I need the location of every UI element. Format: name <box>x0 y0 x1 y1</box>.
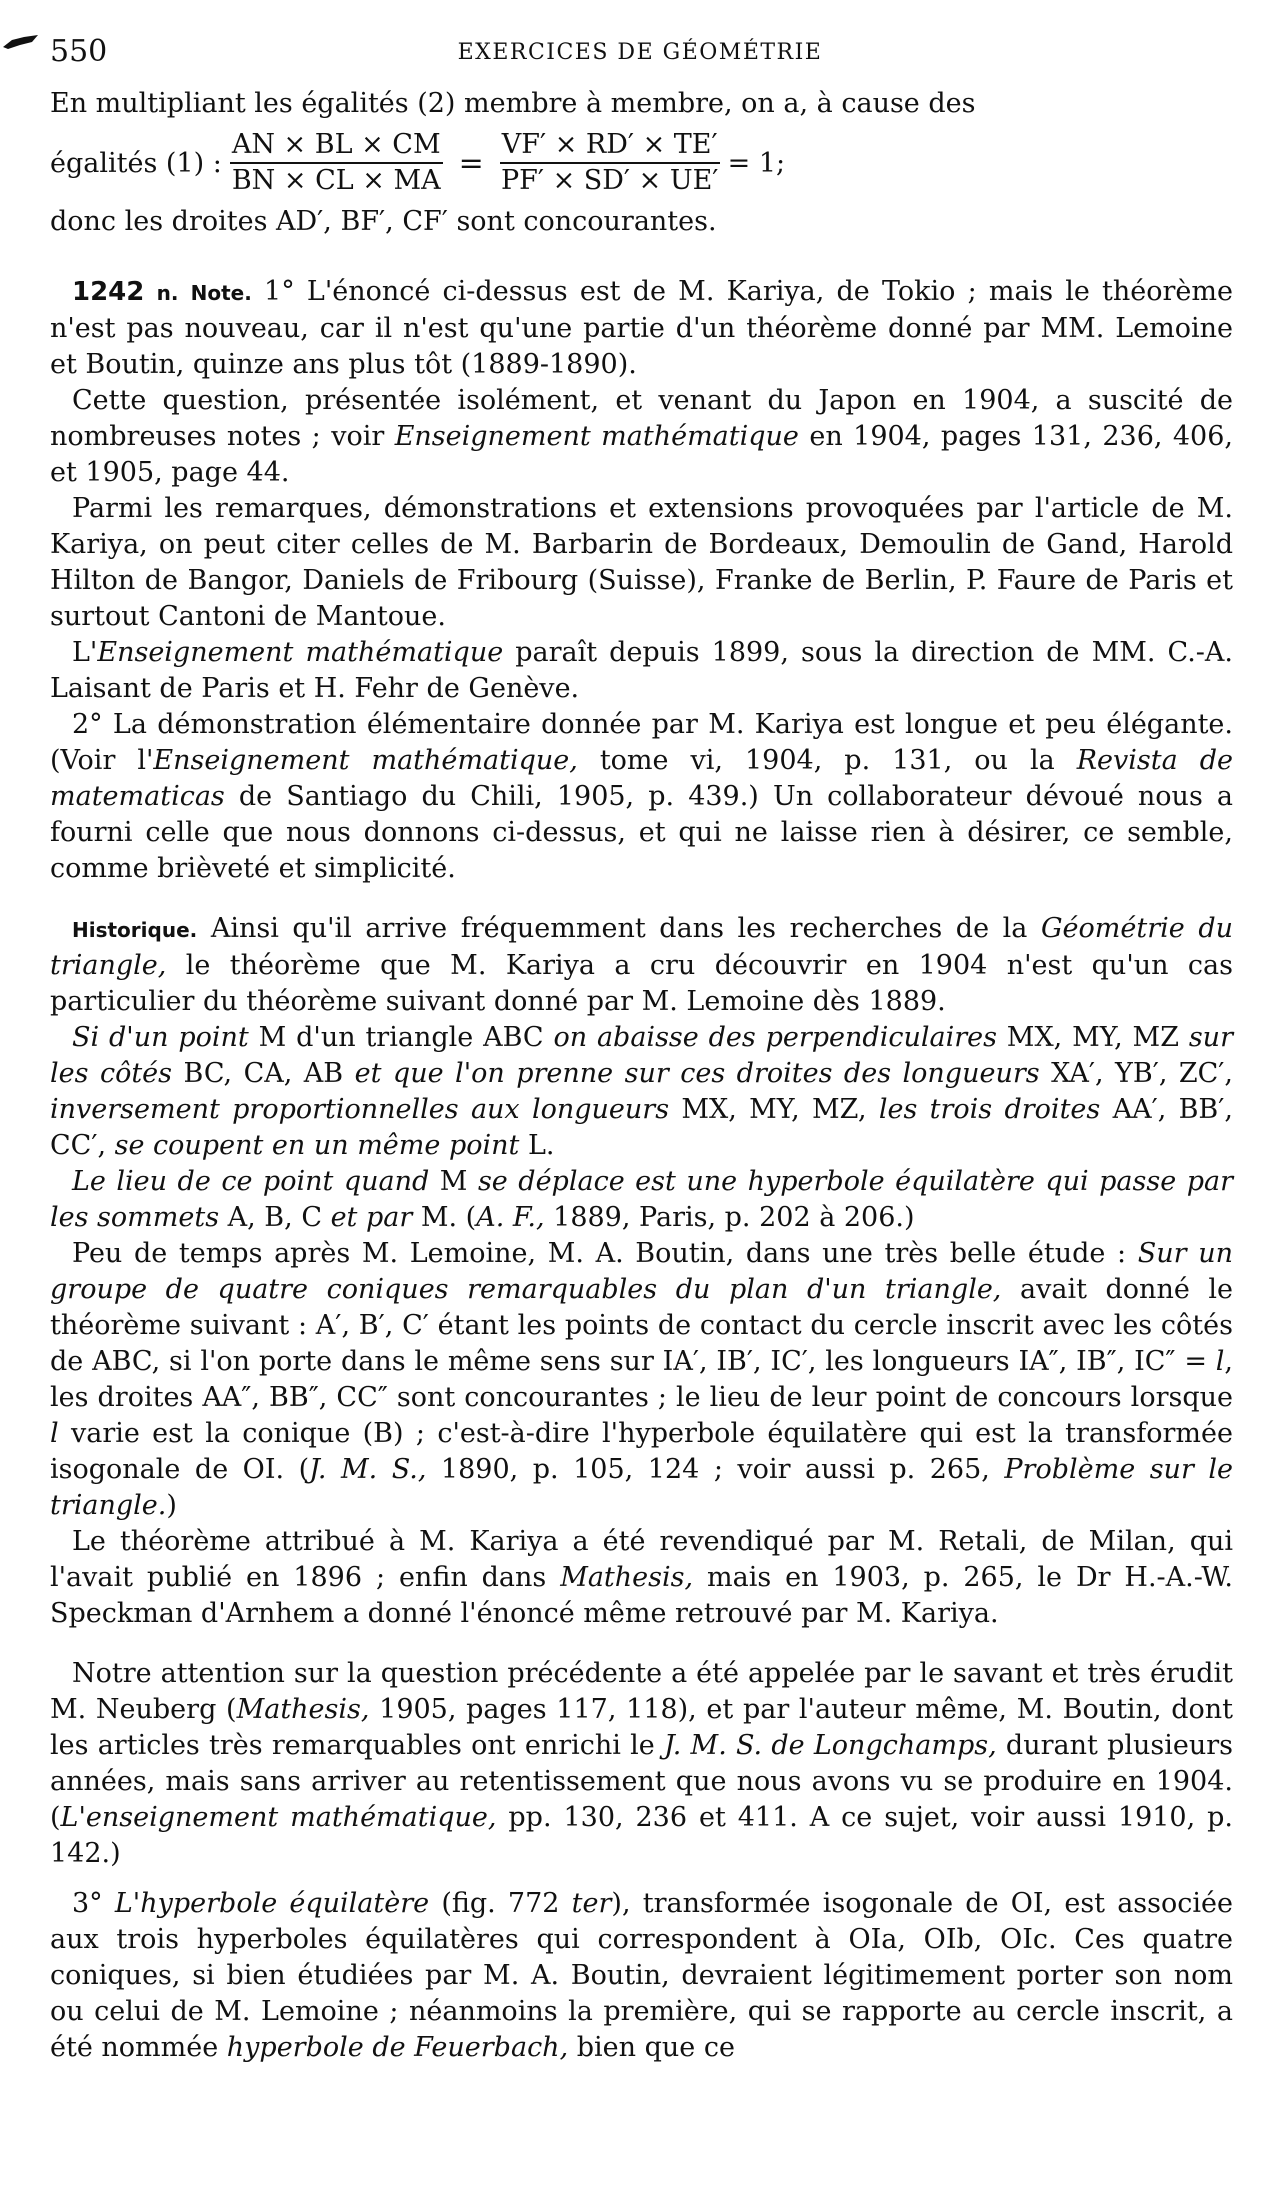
text-run: on abaisse des perpendiculaires <box>553 1022 997 1053</box>
text-run: paraît depuis 1899, sous la direction de MM. C.-A. Laisant de Paris et H. Fehr de Genève. <box>50 637 1233 704</box>
text-run: XA′, YB′, ZC′, <box>1039 1058 1234 1089</box>
note-paragraph-5 <box>50 707 1233 887</box>
page-header <box>0 34 1280 74</box>
exercise-number: 1242 <box>72 277 145 307</box>
text-run: avait donné le théorème suivant : A′, B′, C′ étant les points de contact du cercle inscrit avec les côtés de ABC, si l'on porte dans le même sens sur IA′, IB′, IC′, les longueurs IA″, IB″, IC″ = <box>50 1274 1234 1377</box>
text-run: et que l'on prenne sur ces droites des longueurs <box>354 1058 1040 1089</box>
equals-sign: = <box>458 145 484 181</box>
text-run: J. M. S. de Longchamps, <box>664 1730 997 1761</box>
note-paragraph-2 <box>50 383 1233 491</box>
text-run: Si d'un point <box>72 1022 249 1053</box>
note-label: Note. <box>190 281 252 305</box>
text-run: se déplace est une hyperbole équilatère qui passe par les sommets <box>50 1166 1233 1233</box>
text-run: BC, CA, AB <box>172 1058 355 1089</box>
fraction-right <box>500 129 720 197</box>
point-3-paragraph <box>50 1886 1233 2066</box>
text-run: A. F., <box>476 1202 545 1233</box>
text-run: 1890, p. 105, 124 ; voir aussi p. 265, <box>426 1454 1005 1485</box>
text-run: J. M. S., <box>309 1454 427 1485</box>
text-run: le théorème que M. Kariya a cru découvrir en 1904 n'est qu'un cas particulier du théorème suivant donné par M. Lemoine dès 1889. <box>50 950 1233 1017</box>
text-run: Enseignement mathématique <box>394 421 799 452</box>
historique-paragraph-3 <box>50 1164 1233 1236</box>
fraction-right-numerator: VF′ × RD′ × TE′ <box>500 129 720 164</box>
text-run: Revista de matematicas <box>50 745 1233 812</box>
text-run: L. <box>519 1130 555 1161</box>
text-run: hyperbole de Feuerbach, <box>226 2032 569 2063</box>
text-run: MX, MY, MZ, <box>669 1094 879 1125</box>
text-run: de Santiago du Chili, 1905, p. 439.) Un collaborateur dévoué nous a fourni celle que nous donnons ci-dessus, et qui ne laisse rien à désirer, ce semble, comme brièveté et simplicité. <box>50 781 1233 884</box>
intro-line: En multipliant les égalités (2) membre à membre, on a, à cause des <box>50 88 976 119</box>
text-run: sur les côtés <box>50 1022 1233 1089</box>
text-run: 1905, pages 117, 118), et par l'auteur même, M. Boutin, dont les articles très remarquables ont enrichi le <box>50 1694 1234 1761</box>
fraction-right-denominator: PF′ × SD′ × UE′ <box>500 165 719 196</box>
text-run: 1889, Paris, p. 202 à 206.) <box>544 1202 915 1233</box>
note-paragraph-4 <box>50 635 1233 707</box>
note-paragraph-1 <box>50 274 1233 383</box>
text-run: Mathesis, <box>236 1694 370 1725</box>
fraction-left-denominator: BN × CL × MA <box>231 165 441 196</box>
page-number: 550 <box>50 34 108 69</box>
text-run: tome vi, 1904, p. 131, ou la <box>577 745 1077 776</box>
note-n: n. <box>156 281 179 305</box>
text-run: Mathesis, <box>560 1562 694 1593</box>
page-body <box>50 86 1233 2066</box>
fraction-left-numerator: AN × BL × CM <box>230 129 443 164</box>
text-run: Géométrie du triangle, <box>50 913 1234 981</box>
text-run: l <box>50 1418 59 1449</box>
note-paragraph-3: Parmi les remarques, démonstrations et extensions provoquées par l'article de M. Kariya, on peut citer celles de M. Barbarin de Bordeaux, Demoulin de Gand, Harold Hilton de Bangor, Daniels de Fribourg (Suisse), Franke de Berlin, P. Faure de Paris et surtout Cantoni de Mantoue. <box>50 493 1233 632</box>
text-run: inversement proportionnelles aux longueurs <box>50 1094 670 1125</box>
text-run: MX, MY, MZ <box>996 1022 1189 1053</box>
text-run: varie est la conique (B) ; c'est-à-dire l'hyperbole équilatère qui est la transformée isogonale de OI. ( <box>50 1418 1233 1485</box>
text-run: 3° <box>72 1888 115 1919</box>
fraction-left <box>230 129 443 197</box>
text-run: (fig. 772 <box>429 1888 572 1919</box>
text-run: M <box>429 1166 478 1197</box>
text-run: ) <box>166 1490 177 1521</box>
text-run: M. ( <box>412 1202 477 1233</box>
historique-paragraph-5 <box>50 1524 1233 1632</box>
text-run: , les droites AA″, BB″, CC″ sont concourantes ; le lieu de leur point de concours lorsque <box>50 1346 1233 1413</box>
text-run: L'hyperbole équilatère <box>114 1888 430 1919</box>
text-run: Notre attention sur la question précédente a été appelée par le savant et très érudit M. Neuberg ( <box>50 1658 1233 1725</box>
text-run: Enseignement mathématique <box>97 637 504 668</box>
text-run: Sur un groupe de quatre coniques remarquables du plan d'un triangle, <box>50 1238 1233 1305</box>
text-run: mais en 1903, p. 265, le Dr H.-A.-W. Speckman d'Arnhem a donné l'énoncé même retrouvé par M. Kariya. <box>50 1562 1234 1629</box>
historique-paragraph-2 <box>50 1020 1233 1164</box>
text-run: Peu de temps après M. Lemoine, M. A. Boutin, dans une très belle étude : <box>72 1238 1138 1269</box>
text-run: 2° La démonstration élémentaire donnée par M. Kariya est longue et peu élégante. (Voir l' <box>50 709 1233 776</box>
text-run: L'enseignement mathématique, <box>60 1802 497 1833</box>
text-run: Le théorème attribué à M. Kariya a été revendiqué par M. Retali, de Milan, qui l'avait publié en 1896 ; enfin dans <box>50 1526 1233 1593</box>
text-run: Cette question, présentée isolément, et venant du Japon en 1904, a suscité de nombreuses notes ; voir <box>50 385 1233 452</box>
equation <box>50 122 1233 204</box>
intro-conclusion: donc les droites AD′, BF′, CF′ sont concourantes. <box>50 206 717 237</box>
text-run: en 1904, pages 131, 236, 406, et 1905, page 44. <box>50 421 1233 488</box>
equation-prefix: égalités (1) : <box>50 147 222 179</box>
text-run: les trois droites <box>878 1094 1101 1125</box>
text-run: M d'un triangle ABC <box>248 1022 554 1053</box>
text-run: ter <box>571 1888 612 1919</box>
text-run: l <box>1215 1346 1225 1377</box>
text-run: bien que ce <box>568 2032 735 2063</box>
running-title: EXERCICES DE GÉOMÉTRIE <box>457 40 823 65</box>
text-run: Le lieu de ce point quand <box>72 1166 430 1197</box>
text-run: durant plusieurs années, mais sans arriver au retentissement que nous avons vu se produire en 1904. ( <box>50 1730 1233 1833</box>
text-run: ), transformée isogonale de OI, est associée aux trois hyperboles équilatères qui correspondent à OIa, OIb, OIc. Ces quatre coniques, si bien étudiées par M. A. Boutin, devraient légitimement porter son nom ou celui de M. Lemoine ; néanmoins la première, qui se rapporte au cercle inscrit, a été nommée <box>50 1888 1233 2063</box>
attention-paragraph <box>50 1656 1233 1872</box>
text-run: Problème sur le triangle. <box>50 1454 1233 1521</box>
text-run: A, B, C <box>219 1202 331 1233</box>
text-run: Ainsi qu'il arrive fréquemment dans les recherches de la <box>197 913 1041 944</box>
equation-result: = 1; <box>727 147 786 179</box>
text-run: Enseignement mathématique, <box>153 745 578 776</box>
historique-paragraph-4 <box>50 1236 1233 1524</box>
text-run: et par <box>330 1202 413 1233</box>
text-run: L' <box>72 637 98 668</box>
historique-label: Historique. <box>72 918 198 942</box>
text-run: se coupent en un même point <box>114 1130 520 1161</box>
text-run: AA′, BB′, CC′, <box>50 1094 1233 1161</box>
text-run: 1° L'énoncé ci-dessus est de M. Kariya, de Tokio ; mais le théorème n'est pas nouveau, car il n'est qu'une partie d'un théorème donné par MM. Lemoine et Boutin, quinze ans plus tôt (1889-1890). <box>50 276 1233 380</box>
text-run: pp. 130, 236 et 411. A ce sujet, voir aussi 1910, p. 142.) <box>50 1802 1233 1869</box>
historique-paragraph-1 <box>50 911 1233 1020</box>
